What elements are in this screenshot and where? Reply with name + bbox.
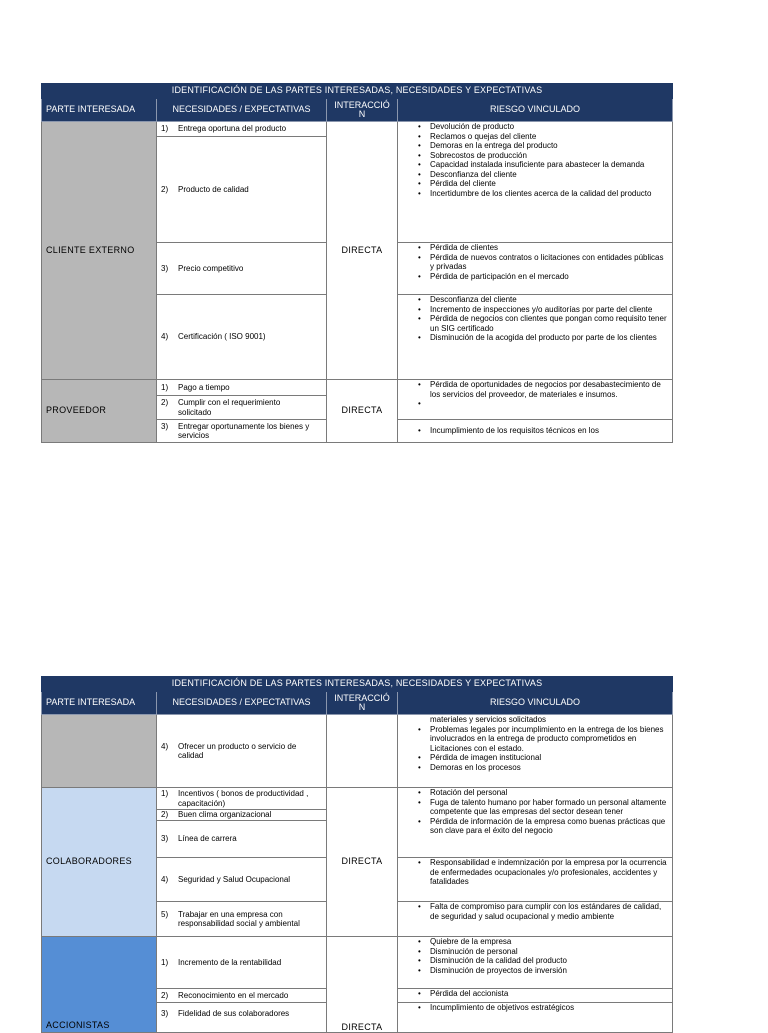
header-needs: NECESIDADES / EXPECTATIVAS [157,692,327,715]
risk-item: • Demoras en la entrega del producto [404,141,668,151]
need-item: 3) Línea de carrera [157,821,327,858]
need-item: 3) Fidelidad de sus colaboradores [157,1003,327,1033]
risk-item: • Pérdida del accionista [404,989,668,999]
need-item: 3) Entregar oportunamente los bienes y servicios [157,420,327,443]
risk-item: • Pérdida de clientes [404,243,668,253]
risk-item: • Disminución de proyectos de inversión [404,966,668,976]
risk-list [398,380,673,420]
risk-item: • Sobrecostos de producción [404,151,668,161]
header-risk: RIESGO VINCULADO [398,99,673,122]
risk-item: • Reclamos o quejas del cliente [404,132,668,142]
risk-item: • Pérdida de participación en el mercado [404,272,668,282]
risk-item: • Falta de compromiso para cumplir con los estándares de calidad, de seguridad y salud ocupacional y medio ambiente [404,902,668,921]
risk-item: • Demoras en los procesos [404,763,668,773]
need-item: 1) Pago a tiempo [157,380,327,396]
header-party: PARTE INTERESADA [42,692,157,715]
risk-item: • Pérdida de nuevos contratos o licitaciones con entidades públicas y privadas [404,253,668,272]
party-cliente-externo: CLIENTE EXTERNO [42,122,157,380]
risk-list [398,989,673,1003]
risk-list [398,902,673,937]
risk-item: • Capacidad instalada insuficiente para abastecer la demanda [404,160,668,170]
need-item: 4) Certificación ( ISO 9001) [157,295,327,380]
risk-list [398,295,673,380]
table-title: IDENTIFICACIÓN DE LAS PARTES INTERESADAS, NECESIDADES Y EXPECTATIVAS [42,84,673,99]
header-risk: RIESGO VINCULADO [398,692,673,715]
header-interaction: INTERACCIÓ N [327,692,398,715]
interaction-blank [327,715,398,788]
interaction-accionistas: DIRECTA [327,937,398,1033]
party-accionistas: ACCIONISTAS [42,937,157,1033]
risk-list [398,243,673,295]
risk-list [398,715,673,788]
interaction-colaboradores: DIRECTA [327,788,398,937]
need-item: 1) Incentivos ( bonos de productividad , capacitación) [157,788,327,810]
risk-item: • Incumplimiento de objetivos estratégicos [404,1003,668,1013]
risk-item: • Problemas legales por incumplimiento en la entrega de los bienes involucrados en la entrega de producto comprometidos en Licitaciones con el estado. [404,725,668,754]
risk-item: • Responsabilidad e indemnización por la empresa por la ocurrencia de enfermedades ocupacionales y/o profesionales, accidentes y fatalidades [404,858,668,887]
risk-item: • Incremento de inspecciones y/o auditorías por parte del cliente [404,305,668,315]
risk-item: • Devolución de producto [404,122,668,132]
risk-list [398,858,673,902]
party-proveedor: PROVEEDOR [42,380,157,443]
need-item: 2) Buen clima organizacional [157,810,327,821]
table-title: IDENTIFICACIÓN DE LAS PARTES INTERESADAS, NECESIDADES Y EXPECTATIVAS [42,677,673,692]
risk-list [398,788,673,858]
risk-item: • Disminución de la calidad del producto [404,956,668,966]
interaction-cliente: DIRECTA [327,122,398,380]
risk-list [398,937,673,989]
need-item: 3) Precio competitivo [157,243,327,295]
need-item: 5) Trabajar en una empresa con responsabilidad social y ambiental [157,902,327,937]
risk-item: • Pérdida de negocios con clientes que pongan como requisito tener un SIG certificado [404,314,668,333]
risk-list [398,122,673,243]
risk-item: • Incumplimiento de los requisitos técnicos en los [404,426,668,436]
header-party: PARTE INTERESADA [42,99,157,122]
risk-item: • Desconfianza del cliente [404,295,668,305]
party-colaboradores: COLABORADORES [42,788,157,937]
risk-item: • Disminución de personal [404,947,668,957]
risk-item: • Desconfianza del cliente [404,170,668,180]
need-item: 4) Ofrecer un producto o servicio de calidad [157,715,327,788]
risk-list [398,1003,673,1033]
risk-item: • Pérdida del cliente [404,179,668,189]
risk-item: • Quiebre de la empresa [404,937,668,947]
need-item: 2) Reconocimiento en el mercado [157,989,327,1003]
need-item: 2) Producto de calidad [157,137,327,243]
risk-item: • Pérdida de información de la empresa como buenas prácticas que son clave para el éxito del negocio [404,817,668,836]
need-item: 1) Entrega oportuna del producto [157,122,327,137]
risk-item: • Fuga de talento humano por haber formado un personal altamente competente que las empresas del sector desean tener [404,798,668,817]
party-proveedor-continued [42,715,157,788]
header-interaction: INTERACCIÓ N [327,99,398,122]
risk-item: • Pérdida de imagen institucional [404,753,668,763]
need-item: 2) Cumplir con el requerimiento solicitado [157,396,327,420]
risk-item: • Disminución de la acogida del producto por parte de los clientes [404,333,668,343]
risk-continuation: materiales y servicios solicitados [430,715,547,724]
interaction-proveedor: DIRECTA [327,380,398,443]
risk-item: • Rotación del personal [404,788,668,798]
risk-item: • Incertidumbre de los clientes acerca de la calidad del producto [404,189,668,199]
stakeholder-table-1 [41,83,672,443]
risk-list [398,420,673,443]
header-needs: NECESIDADES / EXPECTATIVAS [157,99,327,122]
risk-item: • Pérdida de oportunidades de negocios por desabastecimiento de los servicios del proveedor, de materiales e insumos. [404,380,668,399]
need-item: 1) Incremento de la rentabilidad [157,937,327,989]
need-item: 4) Seguridad y Salud Ocupacional [157,858,327,902]
stakeholder-table-2 [41,676,672,1032]
